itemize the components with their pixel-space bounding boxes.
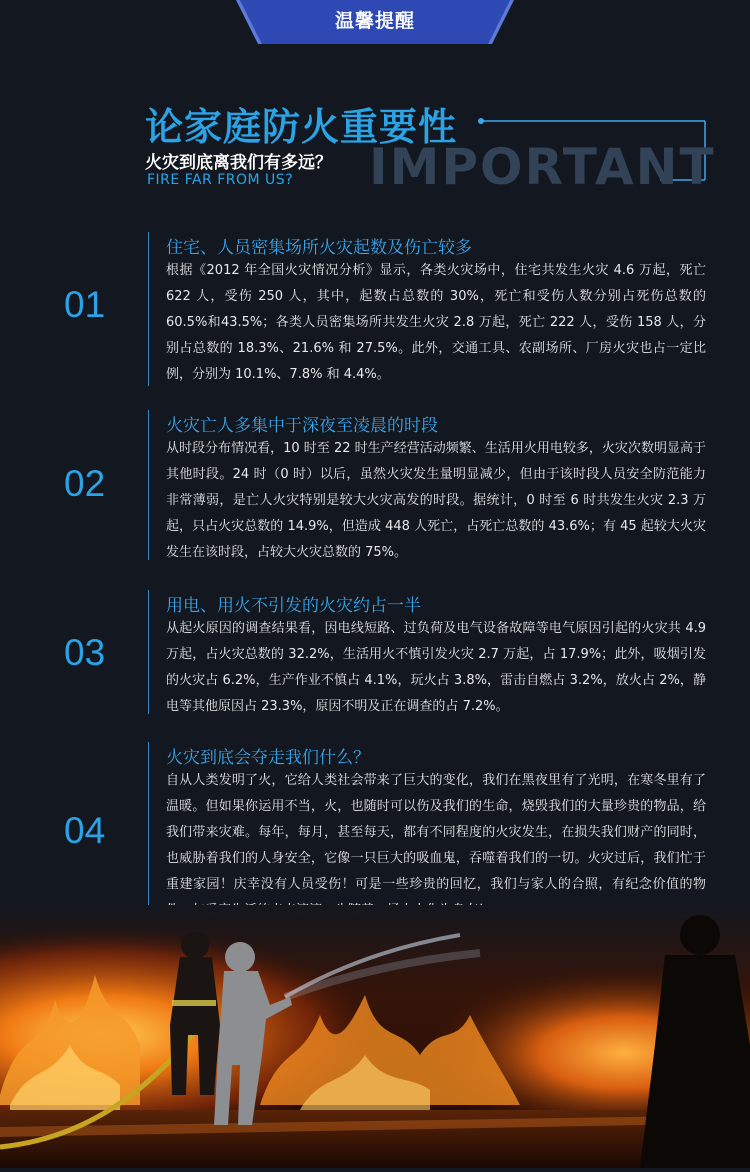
hero-english-subtitle: FIRE FAR FROM US?: [147, 172, 294, 188]
section-number: 03: [64, 632, 106, 673]
section-body: 自从人类发明了火，它给人类社会带来了巨大的变化，我们在黑夜里有了光明，在寒冬里有了温暖。但如果你运用不当，火，也随时可以伤及我们的生命，烧毁我们的大量珍贵的物品，给我们带来灾难。每年，每月，甚至每天，都有不同程度的火灾发生，在损失我们财产的同时，也威胁着我们的人身安全，它像一只巨大的吸血鬼，吞噬着我们的一切。火灾过后，我们忙于重建家园！庆幸没有人员受伤！可是一些珍贵的回忆，我们与家人的合照，有纪念价值的物: [166, 773, 706, 892]
section-title: 火灾亡人多集中于深夜至凌晨的时段: [166, 416, 438, 436]
section-title: 火灾到底会夺走我们什么？: [166, 748, 370, 768]
hero-question: 火灾到底离我们有多远？: [145, 153, 332, 173]
section-divider-line: [148, 742, 149, 920]
hero-heading: [145, 96, 725, 196]
section-body: 从时段分布情况看，10 时至 22 时生产经营活动频繁、生活用火用电较多，火灾次数明显高于其他时段。24 时（0 时）以后，虽然火灾发生量明显减少，但由于该时段人员安全防范能力非常薄弱，是亡人火灾特别是较大火灾高发的时段。据统计，0 时至 6 时共发生火灾 2.3 万起，只占火灾总数的 14.9%，但造成 448 人死亡，占死亡总数的 43.6%；有 45 起较大火灾发生在该时段，占较大火灾总数的 75%。: [166, 441, 706, 560]
section-number: 01: [64, 284, 106, 325]
important-watermark: IMPORTANT: [369, 138, 716, 196]
section-divider-line: [148, 590, 149, 714]
section-divider-line: [148, 410, 149, 560]
top-banner: [0, 0, 750, 46]
section-04: [0, 738, 750, 923]
section-divider-line: [148, 232, 149, 386]
section-number: 04: [64, 810, 106, 851]
section-number: 02: [64, 463, 106, 504]
section-body: 根据《2012 年全国火灾情况分析》显示，各类火灾场中，住宅共发生火灾 4.6 万起，死亡 622 人，受伤 250 人，其中，起数占总数的 30%，死亡和受伤人数分别占死伤总数的 60.5%和43.5%；各类人员密集场所共发生火灾 2.8 万起，死亡 222 人，受伤 158 人，分别占总数的 18.3%、21.6% 和 27.5%。此外，交通工具、农副场所、厂房火灾也占一定比例，分别为 10.1%、7.8% 和 4.4%。: [166, 263, 706, 382]
banner-label: 温馨提醒: [334, 10, 415, 32]
section-02: [0, 406, 750, 566]
firefighters-fire-scene-image: [0, 905, 750, 1168]
section-title: 用电、用火不引发的火灾约占一半: [166, 596, 421, 616]
section-01: [0, 228, 750, 388]
section-03: [0, 586, 750, 716]
section-title: 住宅、人员密集场所火灾起数及伤亡较多: [166, 238, 472, 258]
section-body: 从起火原因的调查结果看，因电线短路、过负荷及电气设备故障等电气原因引起的火灾共 4.9 万起，占火灾总数的 32.2%，生活用火不慎引发火灾 2.7 万起，占 17.9%；此外，吸烟引发的火灾占 6.2%，生产作业不慎占 4.1%，玩火占 3.8%，雷击自燃占 3.2%，放火占 2%，静电等其他原因占 23.3%，原因不明及正在调查的占 7.2%。: [166, 621, 706, 714]
page-title: 论家庭防火重要性: [145, 105, 458, 149]
